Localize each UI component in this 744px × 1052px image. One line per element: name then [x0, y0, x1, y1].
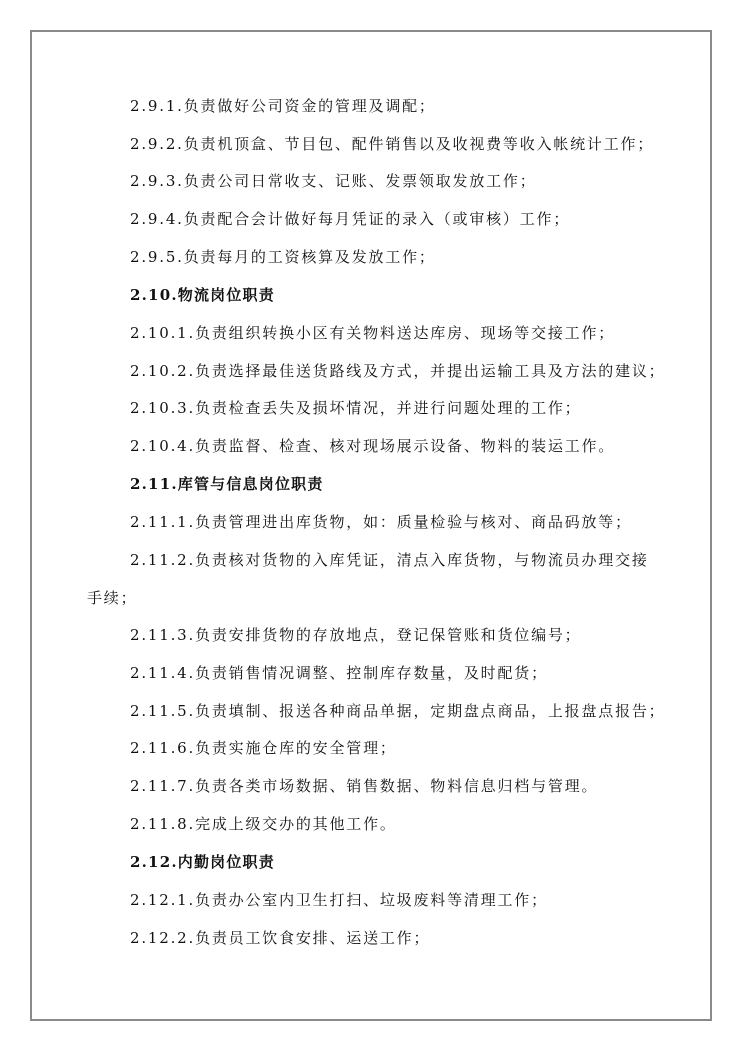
paragraph-2-12-2: 2.12.2.负责员工饮食安排、运送工作；: [130, 929, 431, 947]
paragraph-2-11-6: 2.11.6.负责实施仓库的安全管理；: [130, 739, 397, 757]
paragraph-2-11-2-continued: 手续；: [87, 589, 138, 607]
paragraph-2-10-2: 2.10.2.负责选择最佳送货路线及方式，并提出运输工具及方法的建议；: [130, 362, 666, 380]
paragraph-2-12-1: 2.12.1.负责办公室内卫生打扫、垃圾废料等清理工作；: [130, 891, 548, 909]
paragraph-2-11-1: 2.11.1.负责管理进出库货物，如：质量检验与核对、商品码放等；: [130, 513, 632, 531]
paragraph-2-9-2: 2.9.2.负责机顶盒、节目包、配件销售以及收视费等收入帐统计工作；: [130, 135, 655, 153]
paragraph-2-11-8: 2.11.8.完成上级交办的其他工作。: [130, 815, 397, 833]
paragraph-2-9-3: 2.9.3.负责公司日常收支、记账、发票领取发放工作；: [130, 172, 537, 190]
paragraph-2-10-3: 2.10.3.负责检查丢失及损坏情况，并进行问题处理的工作；: [130, 399, 582, 417]
section-heading-2-11: 2.11.库管与信息岗位职责: [130, 475, 324, 493]
paragraph-2-9-5: 2.9.5.负责每月的工资核算及发放工作；: [130, 248, 436, 266]
section-heading-2-12: 2.12.内勤岗位职责: [130, 853, 275, 871]
paragraph-2-11-7: 2.11.7.负责各类市场数据、销售数据、物料信息归档与管理。: [130, 777, 599, 795]
paragraph-2-9-4: 2.9.4.负责配合会计做好每月凭证的录入（或审核）工作；: [130, 210, 571, 228]
paragraph-2-9-1: 2.9.1.负责做好公司资金的管理及调配；: [130, 97, 436, 115]
paragraph-2-11-5: 2.11.5.负责填制、报送各种商品单据，定期盘点商品，上报盘点报告；: [130, 702, 666, 720]
paragraph-2-11-3: 2.11.3.负责安排货物的存放地点，登记保管账和货位编号；: [130, 626, 582, 644]
paragraph-2-11-4: 2.11.4.负责销售情况调整、控制库存数量，及时配货；: [130, 664, 548, 682]
section-heading-2-10: 2.10.物流岗位职责: [130, 286, 275, 304]
paragraph-2-11-2: 2.11.2.负责核对货物的入库凭证，清点入库货物，与物流员办理交接: [130, 551, 649, 569]
paragraph-2-10-4: 2.10.4.负责监督、检查、核对现场展示设备、物料的装运工作。: [130, 437, 616, 455]
paragraph-2-10-1: 2.10.1.负责组织转换小区有关物料送达库房、现场等交接工作；: [130, 324, 616, 342]
